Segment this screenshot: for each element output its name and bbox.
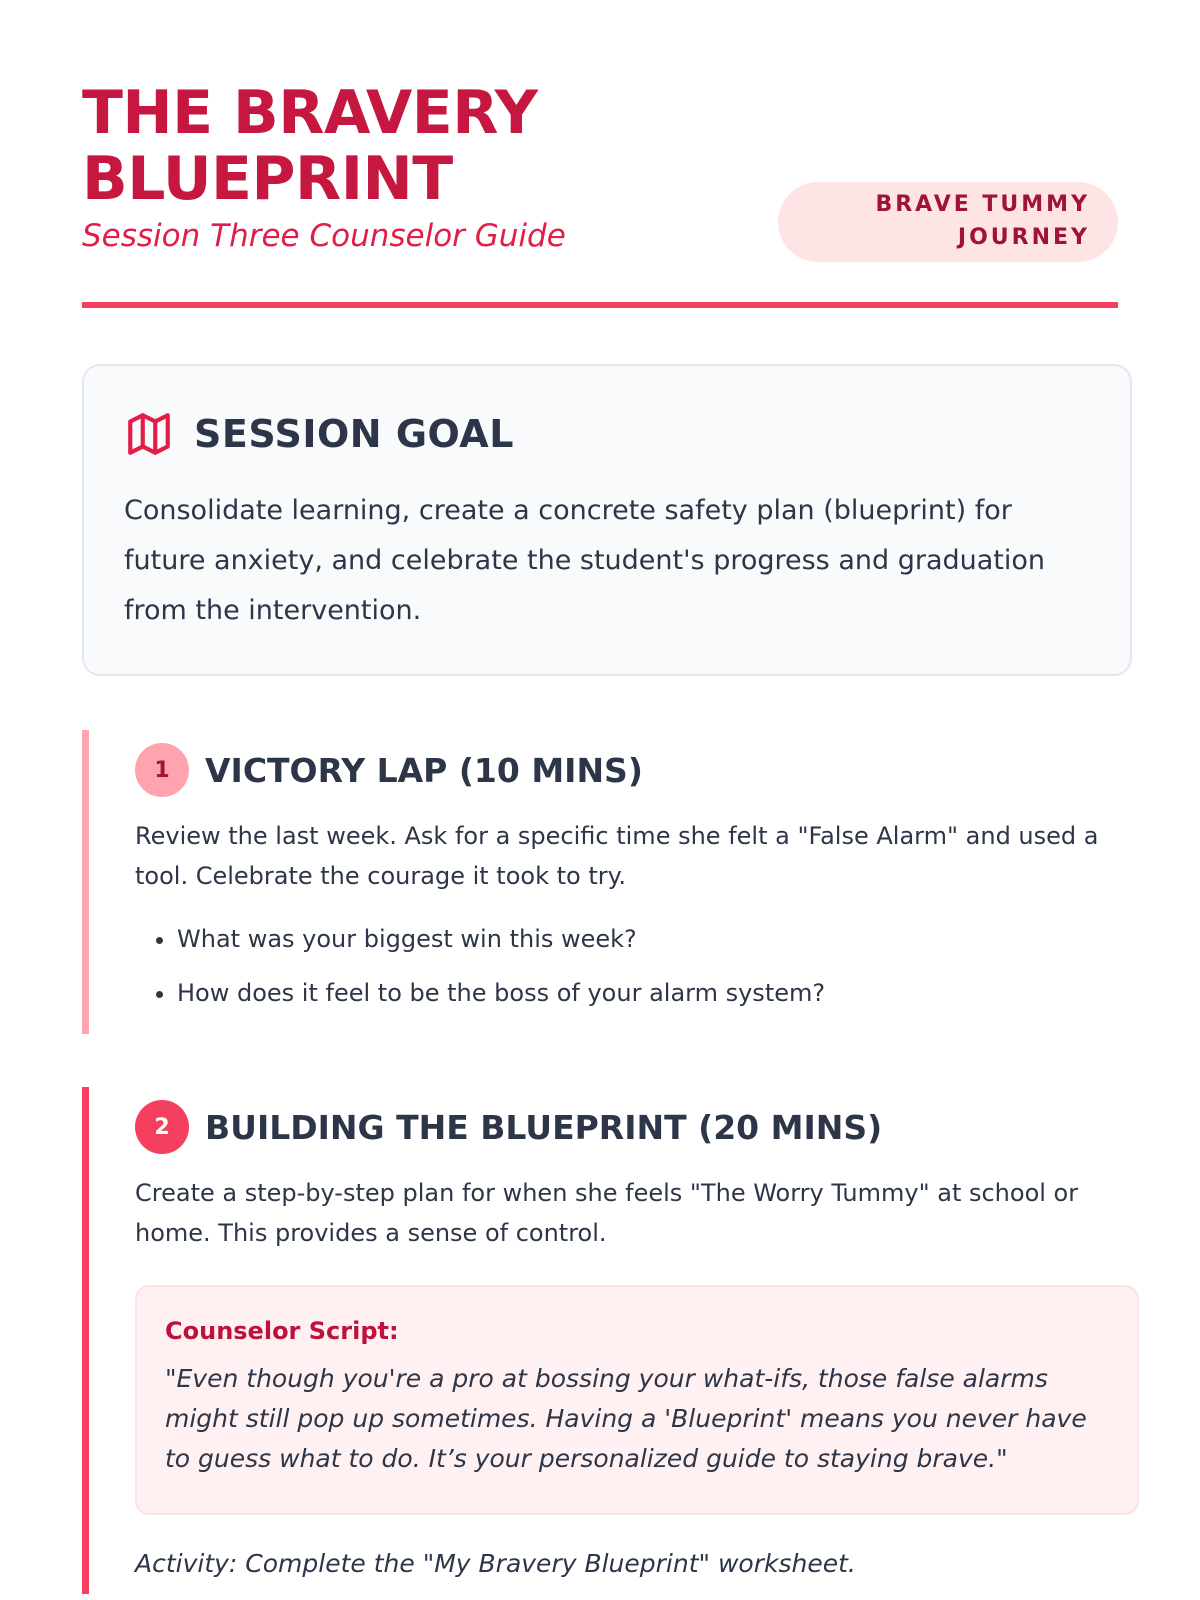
script-text: "Even though you're a pro at bossing your what-ifs, those false alarms might still pop up sometimes. Having a 'Blueprint' means you never have to guess what to do. It’s your personalized guide to staying brave." xyxy=(165,1364,1087,1473)
session-goal-text: Consolidate learning, create a concrete safety plan (blueprint) for future anxiety, and celebrate the student's progress and graduation from the intervention. xyxy=(124,495,1046,626)
step-victory-lap xyxy=(82,730,1132,1034)
page-subtitle: Session Three Counselor Guide xyxy=(82,218,566,254)
step-building-blueprint xyxy=(82,1087,1132,1594)
step-title: VICTORY LAP (10 MINS) xyxy=(205,750,643,790)
session-goal-card xyxy=(82,364,1132,676)
session-goal-title: SESSION GOAL xyxy=(194,412,514,456)
step-header xyxy=(135,742,1132,798)
script-label: Counselor Script: xyxy=(165,1317,399,1345)
page-header xyxy=(82,0,1118,308)
page-title: THE BRAVERY BLUEPRINT xyxy=(82,78,538,214)
step-number-badge: 2 xyxy=(135,1100,189,1154)
question-list xyxy=(135,912,1132,1020)
step-description: Create a step-by-step plan for when she feels "The Worry Tummy" at school or home. This provides a sense of control. xyxy=(135,1179,1079,1247)
step-header xyxy=(135,1099,1132,1155)
list-item: • How does it feel to be the boss of your alarm system? xyxy=(177,966,1132,1020)
counselor-script-box xyxy=(135,1285,1139,1515)
session-goal-header xyxy=(124,406,1090,462)
activity-note: Activity: Complete the "My Bravery Blueprint" worksheet. xyxy=(135,1549,856,1578)
step-title: BUILDING THE BLUEPRINT (20 MINS) xyxy=(205,1107,883,1147)
list-item: • What was your biggest win this week? xyxy=(177,912,1132,966)
step-description: Review the last week. Ask for a specific time she felt a "False Alarm" and used a tool. Celebrate the courage it took to try. xyxy=(135,822,1099,890)
map-icon xyxy=(124,409,174,459)
step-number-badge: 1 xyxy=(135,743,189,797)
journey-badge: BRAVE TUMMY JOURNEY xyxy=(778,182,1118,262)
